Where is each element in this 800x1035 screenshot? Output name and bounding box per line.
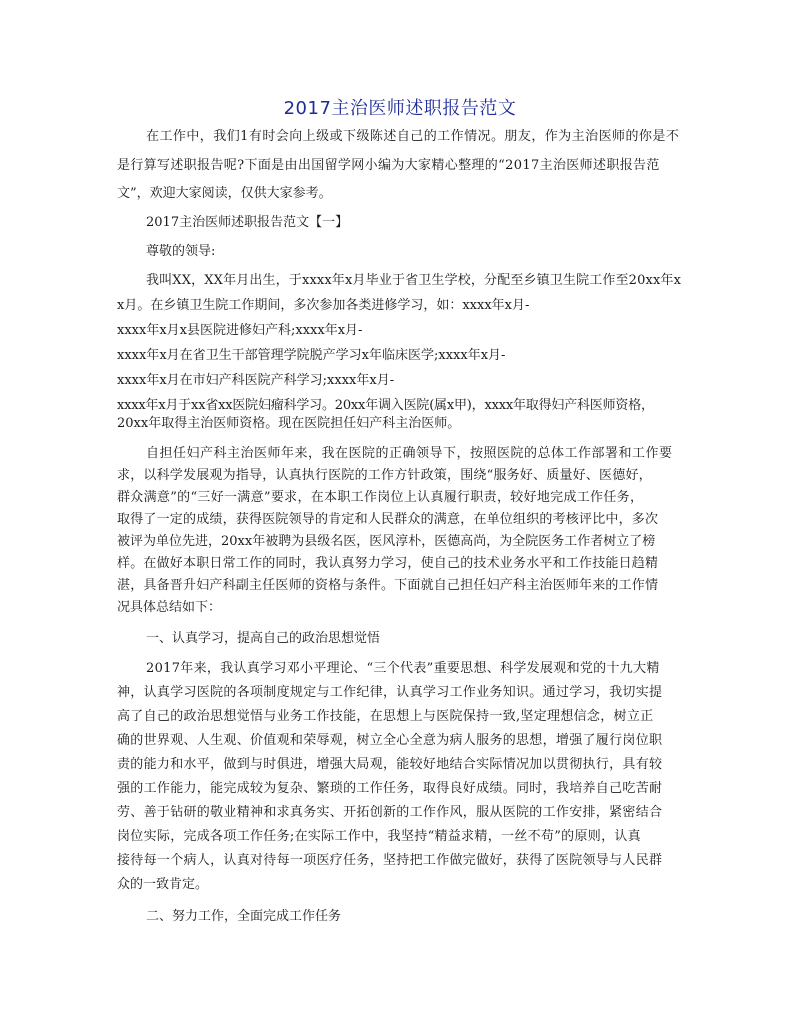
body-line: 文”，欢迎大家阅读，仅供大家参考。 xyxy=(117,186,332,201)
body-line: 接待每一个病人，认真对待每一项医疗任务，坚持把工作做完做好，获得了医院领导与人民群 xyxy=(117,853,663,868)
body-line: 神，认真学习医院的各项制度规定与工作纪律，认真学习工作业务知识。通过学习，我切实提 xyxy=(117,685,663,700)
section-heading: 二、努力工作，全面完成工作任务 xyxy=(146,909,342,924)
document-title: 2017主治医师述职报告范文 xyxy=(283,98,517,119)
body-line: x月。在乡镇卫生院工作期间，多次参加各类进修学习，如：xxxx年x月- xyxy=(117,298,530,313)
body-line: 责的能力和水平，做到与时俱进，增强大局观，能较好地结合实际情况加以贯彻执行，具有较 xyxy=(117,757,663,772)
body-line: 岗位实际，完成各项工作任务;在实际工作中，我坚持“精益求精，一丝不苟”的原则，认真 xyxy=(117,829,641,844)
body-line: 确的世界观、人生观、价值观和荣辱观，树立全心全意为病人服务的思想，增强了履行岗位职 xyxy=(117,733,663,748)
body-line: 我叫XX，XX年月出生，于xxxx年x月毕业于省卫生学校，分配至乡镇卫生院工作至20xx年x xyxy=(146,273,682,288)
body-line: xxxx年x月于xx省xx医院妇瘤科学习。20xx年调入医院(属x甲)，xxxx年取得妇产科医师资格， xyxy=(117,398,654,413)
body-line: 况具体总结如下： xyxy=(117,600,222,615)
section-heading: 2017主治医师述职报告范文【一】 xyxy=(146,215,349,230)
body-line: 取得了一定的成绩，获得医院领导的肯定和人民群众的满意，在单位组织的考核评比中，多次 xyxy=(117,512,659,527)
section-heading: 一、认真学习，提高自己的政治思想觉悟 xyxy=(146,631,381,646)
body-line: 2017年来，我认真学习邓小平理论、“三个代表”重要思想、科学发展观和党的十九大精 xyxy=(146,661,660,676)
body-line: 20xx年取得主治医师资格。现在医院担任妇产科主治医师。 xyxy=(117,416,461,431)
body-line: 自担任妇产科主治医师年来，我在医院的正确领导下，按照医院的总体工作部署和工作要 xyxy=(146,446,673,461)
body-line: 群众满意”的“三好一满意”要求，在本职工作岗位上认真履行职责，较好地完成工作任务， xyxy=(117,490,644,505)
body-line: 劳、善于钻研的敬业精神和求真务实、开拓创新的工作作风，服从医院的工作安排，紧密结合 xyxy=(117,805,663,820)
body-line: xxxx年x月x县医院进修妇产科;xxxx年x月- xyxy=(117,323,363,338)
body-line: 是行算写述职报告呢?下面是由出国留学网小编为大家精心整理的“2017主治医师述职报告范 xyxy=(117,158,660,173)
body-line: 强的工作能力，能完成较为复杂、繁琐的工作任务，取得良好成绩。同时，我培养自己吃苦耐 xyxy=(117,781,663,796)
body-line: 高了自己的政治思想觉悟与业务工作技能，在思想上与医院保持一致,坚定理想信念，树立正 xyxy=(117,709,654,724)
body-line: 在工作中，我们1有时会向上级或下级陈述自己的工作情况。朋友，作为主治医师的你是不 xyxy=(146,129,680,144)
salutation: 尊敬的领导: xyxy=(146,244,216,259)
body-line: 众的一致肯定。 xyxy=(117,877,209,892)
body-line: xxxx年x月在省卫生干部管理学院脱产学习x年临床医学;xxxx年x月- xyxy=(117,348,506,363)
body-line: 湛，具备晋升妇产科副主任医师的资格与条件。下面就自己担任妇产科主治医师年来的工作情 xyxy=(117,578,659,593)
body-line: 被评为单位先进，20xx年被聘为县级名医，医风淳朴，医德高尚，为全院医务工作者树立了榜 xyxy=(117,534,656,549)
body-line: xxxx年x月在市妇产科医院产科学习;xxxx年x月- xyxy=(117,373,395,388)
body-line: 样。在做好本职日常工作的同时，我认真努力学习，使自己的技术业务水平和工作技能日趋精 xyxy=(117,556,659,571)
body-line: 求，以科学发展观为指导，认真执行医院的工作方针政策，围绕“服务好、质量好、医德好， xyxy=(117,468,652,483)
